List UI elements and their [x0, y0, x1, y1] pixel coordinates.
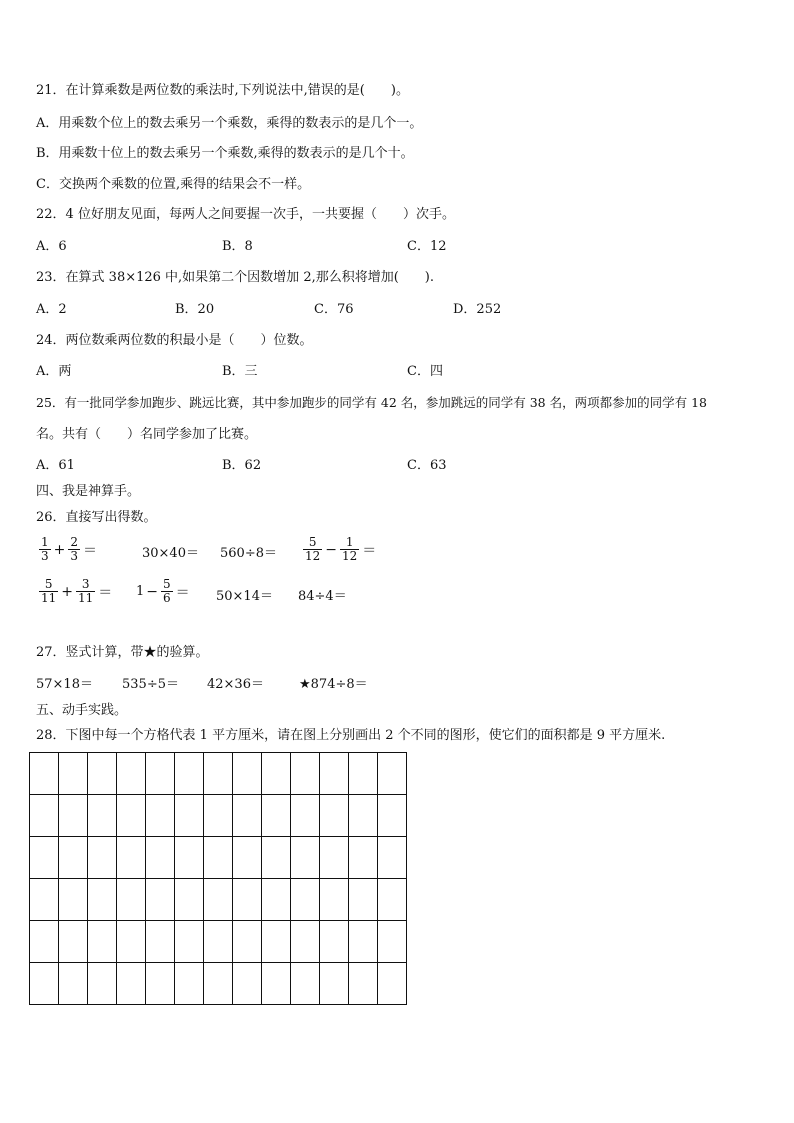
question-24-stem: 24．两位数乘两位数的积最小是（ ）位数。 [36, 333, 313, 348]
grid-cell [349, 921, 378, 963]
grid-cell [59, 753, 88, 795]
grid-cell [204, 963, 233, 1005]
question-22-stem: 22．4 位好朋友见面，每两人之间要握一次手，一共要握（ ）次手。 [36, 207, 455, 222]
grid-cell [378, 921, 407, 963]
q26-row1-expr3: 560÷8＝ [220, 546, 277, 561]
grid-cell [117, 879, 146, 921]
q26-row2-expr3: 50×14＝ [216, 589, 273, 604]
grid-cell [349, 837, 378, 879]
grid-row [30, 795, 407, 837]
grid-cell [233, 879, 262, 921]
question-25-option-c: C．63 [407, 458, 447, 473]
grid-cell [233, 837, 262, 879]
grid-cell [320, 963, 349, 1005]
q26-row1-expr1: $\frac{1}{3}$ + $\frac{2}{3}$ ＝ [41, 535, 98, 563]
fraction: $\frac{5}{6}$ [163, 577, 171, 605]
grid-cell [378, 879, 407, 921]
question-21-stem: 21．在计算乘数是两位数的乘法时,下列说法中,错误的是( )。 [36, 83, 409, 98]
grid-cell [291, 921, 320, 963]
grid-cell [291, 837, 320, 879]
fraction: $\frac{1}{3}$ [41, 535, 49, 563]
question-28-stem: 28．下图中每一个方格代表 1 平方厘米，请在图上分别画出 2 个不同的图形，使它们的面积都是 9 平方厘米. [36, 728, 666, 743]
grid-cell [117, 963, 146, 1005]
question-25-stem-line1: 25．有一批同学参加跑步、跳远比赛，其中参加跑步的同学有 42 名，参加跳远的同学有 38 名，两项都参加的同学有 18 [36, 395, 707, 410]
question-22-option-a: A．6 [36, 239, 67, 254]
question-23-option-d: D．252 [453, 302, 502, 317]
grid-cell [262, 963, 291, 1005]
grid-row [30, 921, 407, 963]
grid-cell [320, 879, 349, 921]
grid-cell [175, 921, 204, 963]
grid-cell [349, 963, 378, 1005]
grid-cell [146, 879, 175, 921]
question-21-option-b: B．用乘数十位上的数去乘另一个乘数,乘得的数表示的是几个十。 [36, 146, 414, 161]
fraction: $\frac{5}{12}$ [305, 535, 321, 563]
grid-cell [320, 921, 349, 963]
question-22-option-b: B．8 [222, 239, 253, 254]
grid-cell [59, 921, 88, 963]
grid-cell [204, 837, 233, 879]
question-23-option-b: B．20 [175, 302, 215, 317]
grid-cell [378, 753, 407, 795]
grid-cell [146, 921, 175, 963]
grid-cell [291, 879, 320, 921]
grid-cell [378, 795, 407, 837]
grid-cell [59, 795, 88, 837]
grid-cell [378, 837, 407, 879]
grid-cell [233, 795, 262, 837]
grid-row [30, 879, 407, 921]
grid-cell [117, 921, 146, 963]
section-5-heading: 五、动手实践。 [36, 703, 128, 718]
grid-cell [175, 753, 204, 795]
fraction: $\frac{1}{12}$ [342, 535, 358, 563]
grid-cell [262, 837, 291, 879]
grid-cell [262, 753, 291, 795]
question-23-option-c: C．76 [314, 302, 354, 317]
question-24-option-b: B．三 [222, 364, 258, 379]
grid-cell [146, 753, 175, 795]
grid-cell [175, 795, 204, 837]
grid-cell [320, 837, 349, 879]
grid-cell [291, 753, 320, 795]
grid-cell [117, 753, 146, 795]
grid-cell [88, 921, 117, 963]
question-23-option-a: A．2 [36, 302, 67, 317]
fraction: $\frac{2}{3}$ [70, 535, 79, 563]
grid-cell [88, 963, 117, 1005]
grid-row [30, 837, 407, 879]
grid-cell [291, 963, 320, 1005]
grid-cell [30, 795, 59, 837]
grid-cell [349, 753, 378, 795]
grid-cell [349, 879, 378, 921]
fraction: $\frac{5}{11}$ [41, 577, 57, 605]
grid-cell [146, 963, 175, 1005]
grid-cell [146, 795, 175, 837]
grid-row [30, 753, 407, 795]
grid-cell [320, 795, 349, 837]
question-21-option-c: C．交换两个乘数的位置,乘得的结果会不一样。 [36, 177, 311, 192]
grid-cell [175, 963, 204, 1005]
grid-cell [59, 879, 88, 921]
grid-cell [88, 837, 117, 879]
question-21-option-a: A．用乘数个位上的数去乘另一个乘数，乘得的数表示的是几个一。 [36, 116, 423, 131]
question-26-stem: 26．直接写出得数。 [36, 510, 157, 525]
grid-cell [262, 795, 291, 837]
grid-cell [291, 795, 320, 837]
section-4-heading: 四、我是神算手。 [36, 484, 141, 499]
q26-row2-expr2: 1 − $\frac{5}{6}$ ＝ [136, 577, 190, 605]
grid-cell [262, 879, 291, 921]
grid-cell [30, 921, 59, 963]
grid-cell [117, 837, 146, 879]
question-25-option-b: B．62 [222, 458, 262, 473]
question-22-option-c: C．12 [407, 239, 447, 254]
q26-row1-expr4: $\frac{5}{12}$ − $\frac{1}{12}$ ＝ [305, 535, 377, 563]
question-27-item-2: 535÷5＝ [122, 677, 179, 692]
grid-cell [146, 837, 175, 879]
grid-cell [320, 753, 349, 795]
question-25-stem-line2: 名。共有（ ）名同学参加了比赛。 [36, 427, 258, 442]
grid-cell [30, 963, 59, 1005]
grid-row [30, 963, 407, 1005]
grid-cell [204, 921, 233, 963]
grid-cell [204, 795, 233, 837]
grid-cell [117, 795, 146, 837]
question-27-item-1: 57×18＝ [36, 677, 93, 692]
grid-cell [30, 837, 59, 879]
grid-cell [233, 921, 262, 963]
grid-cell [233, 963, 262, 1005]
grid-cell [204, 879, 233, 921]
question-27-stem: 27．竖式计算，带★的验算。 [36, 645, 209, 660]
fraction: $\frac{3}{11}$ [78, 577, 94, 605]
grid-cell [233, 753, 262, 795]
q26-row2-expr1: $\frac{5}{11}$ + $\frac{3}{11}$ ＝ [41, 577, 113, 605]
grid-cell [349, 795, 378, 837]
grid-cell [88, 753, 117, 795]
question-24-option-c: C．四 [407, 364, 443, 379]
question-23-stem: 23．在算式 38×126 中,如果第二个因数增加 2,那么积将增加( ). [36, 270, 434, 285]
grid-cell [175, 879, 204, 921]
grid-cell [262, 921, 291, 963]
question-27-item-3: 42×36＝ [207, 677, 264, 692]
grid-cell [88, 879, 117, 921]
grid-cell [30, 753, 59, 795]
grid-cell [204, 753, 233, 795]
question-25-option-a: A．61 [36, 458, 75, 473]
question-27-item-4: ★874÷8＝ [299, 677, 368, 692]
q26-row1-expr2: 30×40＝ [142, 546, 199, 561]
square-grid [29, 752, 407, 1005]
grid-cell [30, 879, 59, 921]
grid-cell [59, 963, 88, 1005]
question-24-option-a: A．两 [36, 364, 72, 379]
q26-row2-expr4: 84÷4＝ [298, 589, 347, 604]
grid-cell [59, 837, 88, 879]
grid-cell [175, 837, 204, 879]
grid-cell [88, 795, 117, 837]
grid-cell [378, 963, 407, 1005]
